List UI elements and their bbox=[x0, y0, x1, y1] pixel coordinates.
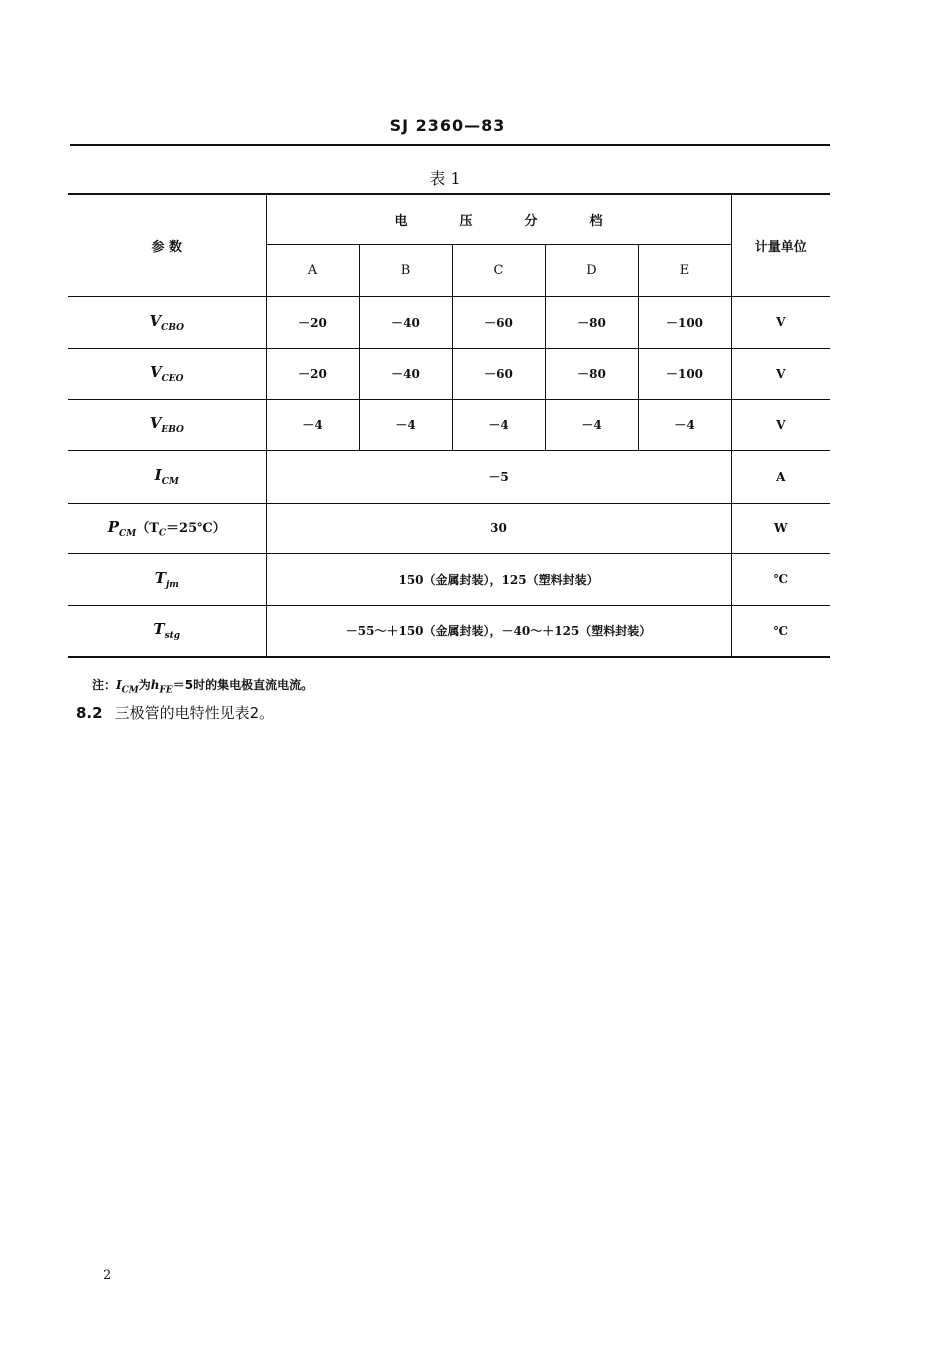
cell-unit: A bbox=[731, 450, 830, 503]
cell-value: －4 bbox=[359, 399, 452, 450]
table-caption: 表 1 bbox=[429, 169, 461, 188]
param-tstg: $T_{stg}$ bbox=[68, 605, 266, 657]
cell-unit: V bbox=[731, 399, 830, 450]
table-row bbox=[68, 450, 830, 503]
header-rule bbox=[70, 144, 830, 146]
table-row bbox=[68, 348, 830, 399]
param-vcbo: $V_{CBO}$ bbox=[68, 296, 266, 348]
cell-merged-value: 30 bbox=[266, 503, 731, 553]
cell-unit: ℃ bbox=[731, 605, 830, 657]
cell-value: －100 bbox=[638, 348, 731, 399]
cell-value: －4 bbox=[452, 399, 545, 450]
grade-e: E bbox=[638, 244, 731, 296]
section-8-2 bbox=[76, 702, 274, 723]
param-pcm: $P_{CM}(T_C=25℃)$ bbox=[68, 503, 266, 553]
table-row bbox=[68, 296, 830, 348]
unit-header: 计量单位 bbox=[731, 194, 830, 296]
param-vebo: $V_{EBO}$ bbox=[68, 399, 266, 450]
cell-value: －4 bbox=[638, 399, 731, 450]
cell-merged-value: －55～＋150（金属封装），－40～＋125（塑料封装） bbox=[266, 605, 731, 657]
param-icm: $I_{CM}$ bbox=[68, 450, 266, 503]
page-number: 2 bbox=[103, 1268, 112, 1283]
cell-unit: ℃ bbox=[731, 553, 830, 605]
cell-value: －4 bbox=[266, 399, 359, 450]
grade-b: B bbox=[359, 244, 452, 296]
table-row bbox=[68, 399, 830, 450]
table-row bbox=[68, 553, 830, 605]
document-code: SJ 2360—83 bbox=[389, 116, 506, 135]
cell-value: －40 bbox=[359, 348, 452, 399]
cell-value: －80 bbox=[545, 348, 638, 399]
section-text: 三极管的电特性见表2。 bbox=[114, 704, 275, 722]
grade-d: D bbox=[545, 244, 638, 296]
section-number: 8.2 bbox=[76, 704, 103, 722]
cell-value: －20 bbox=[266, 296, 359, 348]
cell-unit: V bbox=[731, 296, 830, 348]
cell-value: －40 bbox=[359, 296, 452, 348]
parameter-table bbox=[68, 193, 830, 658]
cell-value: －100 bbox=[638, 296, 731, 348]
cell-unit: W bbox=[731, 503, 830, 553]
cell-merged-value: 150（金属封装），125（塑料封装） bbox=[266, 553, 731, 605]
table-note: 注：$I_{CM}$为$h_{FE}=5$时的集电极直流电流。 bbox=[92, 678, 314, 696]
param-vceo: $V_{CEO}$ bbox=[68, 348, 266, 399]
cell-value: －60 bbox=[452, 296, 545, 348]
cell-unit: V bbox=[731, 348, 830, 399]
grade-c: C bbox=[452, 244, 545, 296]
param-header: 参 数 bbox=[68, 194, 266, 296]
table-row bbox=[68, 503, 830, 553]
cell-value: －60 bbox=[452, 348, 545, 399]
voltage-grade-header: 电压分档 bbox=[266, 194, 731, 244]
cell-value: －4 bbox=[545, 399, 638, 450]
cell-value: －20 bbox=[266, 348, 359, 399]
grade-a: A bbox=[266, 244, 359, 296]
table-row bbox=[68, 605, 830, 657]
cell-value: －80 bbox=[545, 296, 638, 348]
param-tjm: $T_{jm}$ bbox=[68, 553, 266, 605]
cell-merged-value: －5 bbox=[266, 450, 731, 503]
